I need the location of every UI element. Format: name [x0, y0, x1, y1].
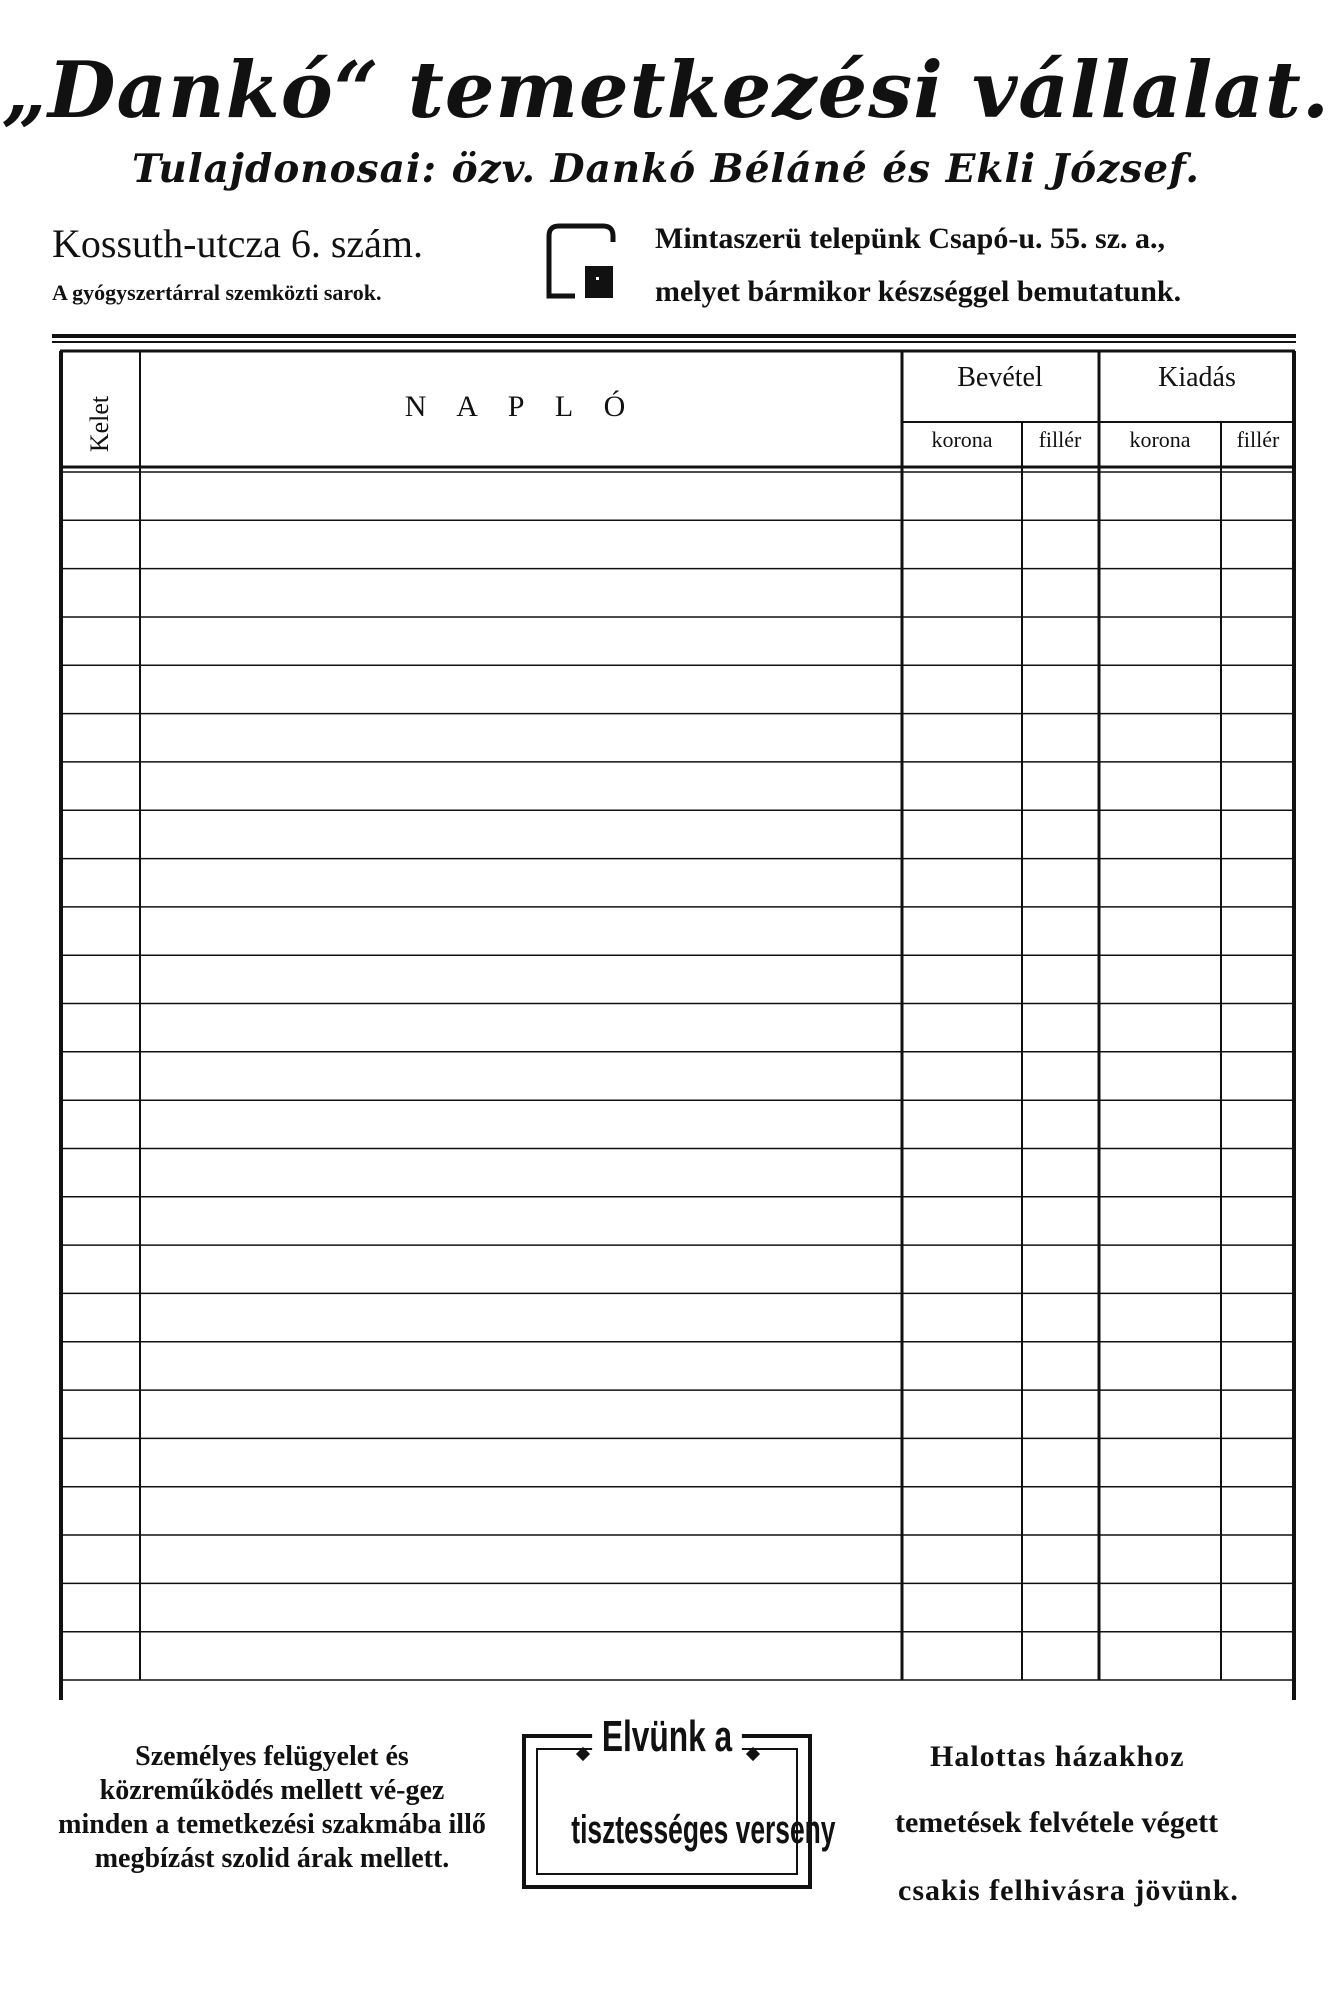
site-line-2: melyet bármikor készséggel bemutatunk.: [655, 275, 1182, 308]
footer-right-line-2: temetések felvétele végett: [895, 1806, 1219, 1839]
footer-right-line-1: Halottas házakhoz: [930, 1740, 1185, 1773]
stamp-line-2: tisztességes verseny: [571, 1808, 836, 1852]
col-sub-filler-expense: fillér: [1236, 427, 1280, 452]
footer-left-text: Személyes felügyelet és közreműködés mellett vé-gez minden a temetkezési szakmába illő megbízást szolid árak mellett.: [58, 1741, 486, 1874]
site-line-1: Mintaszerü telepünk Csapó-u. 55. sz. a.,: [655, 222, 1166, 255]
col-sub-korona-income: korona: [931, 427, 993, 452]
address-sub: A gyógyszertárral szemközti sarok.: [52, 280, 382, 305]
stamp-line-1: Elvünk a: [592, 1712, 742, 1761]
col-header-journal: N A P L Ó: [404, 390, 638, 423]
col-sub-filler-income: fillér: [1038, 427, 1082, 452]
col-header-expense: Kiadás: [1158, 362, 1236, 393]
footer-right-line-3: csakis felhivásra jövünk.: [898, 1874, 1239, 1907]
col-sub-korona-expense: korona: [1129, 427, 1191, 452]
motto-stamp: [522, 1712, 836, 1892]
col-header-date: Kelet: [85, 395, 114, 453]
page-title: „Dankó“ temetkezési vállalat.: [2, 45, 1330, 136]
col-header-income: Bevétel: [957, 362, 1043, 393]
address-main: Kossuth-utcza 6. szám.: [52, 221, 424, 266]
owners-line: Tulajdonosai: özv. Dankó Béláné és Ekli József.: [131, 146, 1201, 192]
